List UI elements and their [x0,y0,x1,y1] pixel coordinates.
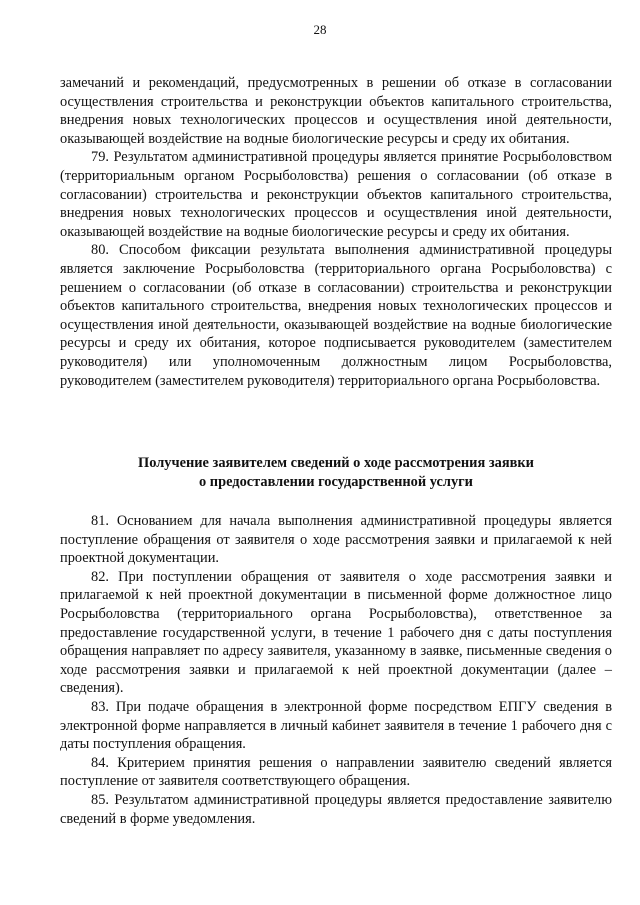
section-heading [60,454,612,492]
paragraph-79: 79. Результатом административной процедуры является принятие Росрыболовством (территориальным органом Росрыболовства) решения о согласовании (об отказе в согласовании) строительства и реконструкции объектов капитального строительства, внедрения новых технологических процессов и осуществления иной деятельности, оказывающей воздействие на водные биологические ресурсы и среду их обитания. [60,149,612,240]
paragraph-85: 85. Результатом административной процедуры является предоставление заявителю сведений в форме уведомления. [60,791,612,827]
body-text-bottom [60,512,612,828]
section-heading-line-2: о предоставлении государственной услуги [199,474,473,490]
paragraph-78-continuation: замечаний и рекомендаций, предусмотренных в решении об отказе в согласовании осуществления строительства и реконструкции объектов капитального строительства, внедрения новых технологических процессов и осуществления иной деятельности, оказывающей воздействие на водные биологические ресурсы и среду их обитания. [60,75,612,147]
paragraph-84: 84. Критерием принятия решения о направлении заявителю сведений является поступление от заявителя соответствующего обращения. [60,754,612,790]
paragraph-83: 83. При подаче обращения в электронной форме посредством ЕПГУ сведения в электронной форме направляется в личный кабинет заявителя в течение 1 рабочего дня с даты поступления обращения. [60,698,612,753]
page-number: 28 [313,22,327,37]
body-text-top [60,74,612,390]
paragraph-82: 82. При поступлении обращения от заявителя о ходе рассмотрения заявки и прилагаемой к ней проектной документации в письменной форме должностное лицо Росрыболовства (территориального органа Росрыболовства), ответственное за предоставление государственной услуги, в течение 1 рабочего дня с даты поступления обращения направляет по адресу заявителя, указанному в заявке, письменные сведения о ходе рассмотрения заявки и прилагаемой к ней проектной документации (далее – сведения). [60,568,612,697]
paragraph-81: 81. Основанием для начала выполнения административной процедуры является поступление обращения от заявителя о ходе рассмотрения заявки и прилагаемой к ней проектной документации. [60,513,612,567]
section-heading-line-1: Получение заявителем сведений о ходе рассмотрения заявки [138,455,534,471]
paragraph-80: 80. Способом фиксации результата выполнения административной процедуры является заключение Росрыболовства (территориального органа Росрыболовства) с решением о согласовании (об отказе в согласовании) строительства и реконструкции объектов капитального строительства, внедрения новых технологических процессов и осуществления иной деятельности, оказывающей воздействие на водные биологические ресурсы и среду их обитания, которое подписывается руководителем (заместителем руководителя) или уполномоченным должностным лицом Росрыболовства, руководителем (заместителем руководителя) территориального органа Росрыболовства. [60,242,612,389]
